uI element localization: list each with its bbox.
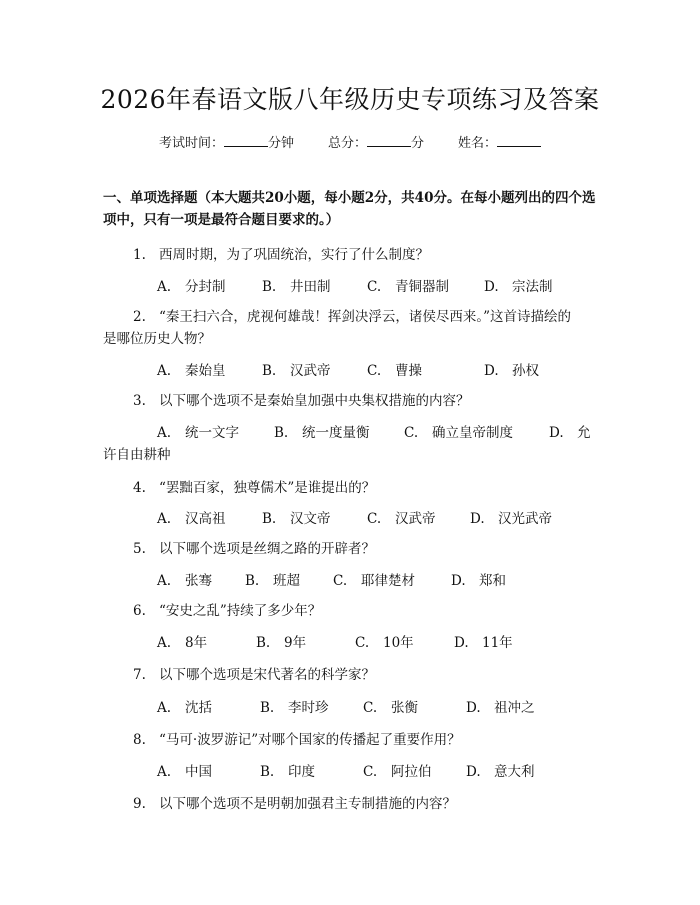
question-text: 以下哪个选项不是秦始皇加强中央集权措施的内容？ <box>159 393 470 409</box>
option-c[interactable]: C. 耶律楚材 <box>333 573 415 589</box>
question-3 <box>103 390 603 412</box>
time-unit: 分钟 <box>267 136 294 151</box>
question-text: 以下哪个选项是丝绸之路的开辟者？ <box>159 541 375 557</box>
question-number: 9. <box>133 796 146 812</box>
name-label: 姓名： <box>458 136 498 151</box>
question-9 <box>103 793 603 815</box>
question-text: 西周时期，为了巩固统治，实行了什么制度？ <box>159 247 429 263</box>
question-text: 以下哪个选项是宋代著名的科学家？ <box>159 667 375 683</box>
question-text: “罢黜百家，独尊儒术”是谁提出的？ <box>159 480 376 496</box>
time-blank <box>224 134 268 147</box>
option-a[interactable]: A. 8年 <box>157 635 208 651</box>
option-c[interactable]: C. 确立皇帝制度 <box>404 425 513 441</box>
question-text-line1: “秦王扫六合，虎视何雄哉！挥剑决浮云，诸侯尽西来。”这首诗描绘的 <box>159 309 572 325</box>
question-3-option-d-wrap: 许自由耕种 <box>103 447 171 463</box>
option-c[interactable]: C. 青铜器制 <box>367 279 449 295</box>
question-7-options <box>157 697 535 719</box>
option-d[interactable]: D. 郑和 <box>451 573 506 589</box>
question-number: 2. <box>133 309 146 325</box>
option-b[interactable]: B. 统一度量衡 <box>274 425 370 441</box>
option-b[interactable]: B. 汉文帝 <box>262 511 331 527</box>
option-c[interactable]: C. 曹操 <box>367 363 422 379</box>
question-7 <box>103 664 603 686</box>
option-a[interactable]: A. 秦始皇 <box>157 363 226 379</box>
option-d[interactable]: D. 宗法制 <box>484 279 553 295</box>
question-text: 以下哪个选项不是明朝加强君主专制措施的内容？ <box>159 796 456 812</box>
option-d[interactable]: D. 11年 <box>454 635 513 651</box>
question-8-options <box>157 761 535 783</box>
option-a[interactable]: A. 张骞 <box>157 573 212 589</box>
option-a[interactable]: A. 中国 <box>157 764 212 780</box>
option-d[interactable]: D. 允 <box>549 425 591 441</box>
option-b[interactable]: B. 班超 <box>245 573 300 589</box>
option-a[interactable]: A. 沈括 <box>157 700 212 716</box>
option-a[interactable]: A. 汉高祖 <box>157 511 226 527</box>
question-number: 8. <box>133 732 146 748</box>
option-a[interactable]: A. 分封制 <box>157 279 226 295</box>
option-b[interactable]: B. 9年 <box>256 635 307 651</box>
option-d[interactable]: D. 祖冲之 <box>466 700 535 716</box>
question-5-options <box>157 570 506 592</box>
option-b[interactable]: B. 李时珍 <box>260 700 329 716</box>
question-number: 5. <box>133 541 146 557</box>
option-d[interactable]: D. 汉光武帝 <box>470 511 552 527</box>
time-label: 考试时间： <box>158 136 224 151</box>
option-c[interactable]: C. 汉武帝 <box>367 511 436 527</box>
question-number: 3. <box>133 393 146 409</box>
option-d[interactable]: D. 孙权 <box>484 363 539 379</box>
option-d[interactable]: D. 意大利 <box>466 764 535 780</box>
option-c[interactable]: C. 10年 <box>355 635 414 651</box>
question-5 <box>103 538 603 560</box>
section-heading: 一、单项选择题（本大题共20小题，每小题2分，共40分。在每小题列出的四个选项中，只有一项是最符合题目要求的。） <box>103 190 596 228</box>
question-number: 1. <box>133 247 146 263</box>
question-number: 4. <box>133 480 146 496</box>
option-b[interactable]: B. 印度 <box>260 764 315 780</box>
question-4-options <box>157 508 552 530</box>
option-b[interactable]: B. 井田制 <box>262 279 331 295</box>
exam-meta <box>0 132 700 151</box>
score-blank <box>367 134 411 147</box>
name-blank <box>497 134 541 147</box>
option-a[interactable]: A. 统一文字 <box>157 425 239 441</box>
option-c[interactable]: C. 张衡 <box>363 700 418 716</box>
question-1-options <box>157 276 553 298</box>
question-number: 7. <box>133 667 146 683</box>
question-text: “安史之乱”持续了多少年？ <box>159 603 322 619</box>
question-6-options <box>157 632 513 654</box>
question-4 <box>103 477 603 499</box>
question-2 <box>103 306 608 350</box>
question-6 <box>103 600 603 622</box>
question-2-options <box>157 360 539 382</box>
score-unit: 分 <box>411 136 425 151</box>
question-3-options <box>157 422 591 444</box>
page-title: 2026年春语文版八年级历史专项练习及答案 <box>100 85 600 114</box>
option-b[interactable]: B. 汉武帝 <box>262 363 331 379</box>
question-number: 6. <box>133 603 146 619</box>
question-text-line2: 是哪位历史人物？ <box>103 331 211 347</box>
question-8 <box>103 729 603 751</box>
score-label: 总分： <box>327 136 367 151</box>
option-c[interactable]: C. 阿拉伯 <box>363 764 432 780</box>
question-1 <box>103 244 603 266</box>
question-text: “马可·波罗游记”对哪个国家的传播起了重要作用？ <box>159 732 461 748</box>
